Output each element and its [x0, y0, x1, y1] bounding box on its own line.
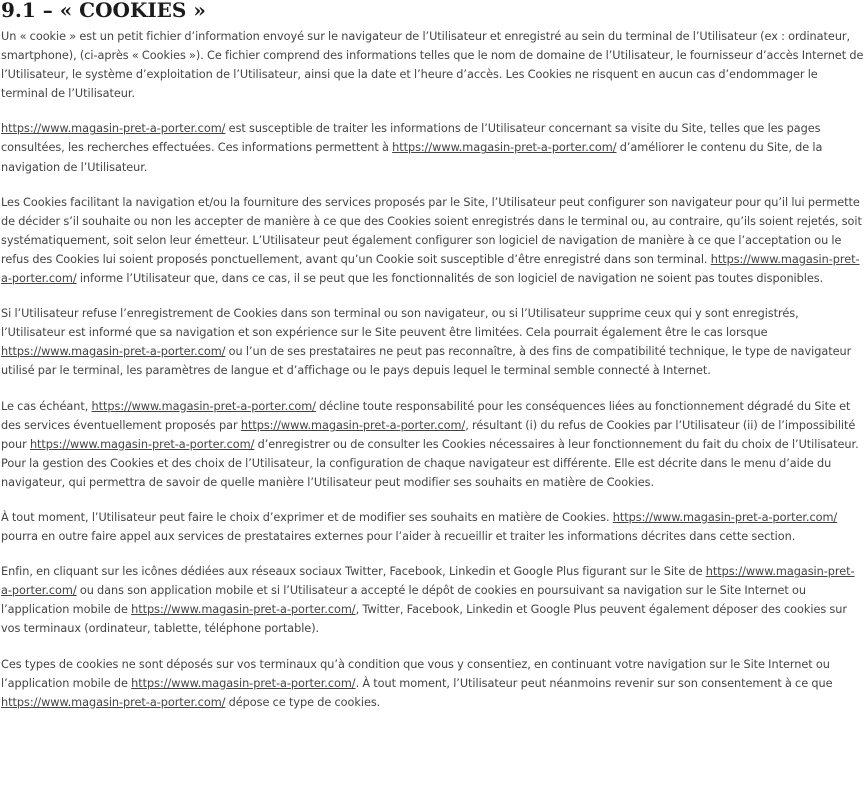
- paragraph-text: dépose ce type de cookies.: [225, 695, 381, 709]
- paragraph-text: Le cas échéant,: [1, 399, 92, 413]
- section-body: [1, 27, 865, 712]
- paragraph: [1, 508, 865, 546]
- paragraph: [1, 397, 865, 492]
- paragraph-text: , résultant (i) du refus de Cookies par l’Utilisateur (ii) de l’impossibilité pour: [1, 418, 856, 451]
- paragraph-text: ou dans son application mobile et si l’Utilisateur a accepté le dépôt de cookies en poursuivant sa navigation sur le Site Internet ou l’application mobile de: [1, 584, 807, 617]
- site-link[interactable]: https://www.magasin-pret-a-porter.com/: [392, 141, 617, 155]
- site-link[interactable]: https://www.magasin-pret-a-porter.com/: [1, 565, 855, 598]
- paragraph: [1, 562, 865, 638]
- site-link[interactable]: https://www.magasin-pret-a-porter.com/: [1, 695, 226, 709]
- paragraph-text: informe l’Utilisateur que, dans ce cas, il se peut que les fonctionnalités de son logiciel de navigation ne soient pas toutes disponibles.: [76, 272, 824, 286]
- site-link[interactable]: https://www.magasin-pret-a-porter.com/: [1, 122, 226, 136]
- paragraph: [1, 193, 865, 288]
- paragraph-text: d’enregistrer ou de consulter les Cookies nécessaires à leur fonctionnement du fait du choix de l’Utilisateur. Pour la gestion des Cookies et des choix de l’Utilisateur, la configuration de chaque navigateur est différente. Elle est décrite dans le menu d’aide du navigateur, qui permettra de savoir de quelle manière l’Utilisateur peut modifier ses souhaits en matière de Cookies.: [1, 437, 859, 489]
- site-link[interactable]: https://www.magasin-pret-a-porter.com/: [240, 418, 466, 432]
- site-link[interactable]: https://www.magasin-pret-a-porter.com/: [29, 437, 255, 451]
- site-link[interactable]: https://www.magasin-pret-a-porter.com/: [131, 603, 356, 617]
- paragraph-text: , Twitter, Facebook, Linkedin et Google Plus peuvent également déposer des cookies sur vos terminaux (ordinateur, tablette, téléphone portable).: [1, 603, 847, 636]
- paragraph: [1, 119, 865, 176]
- paragraph-text: est susceptible de traiter les informations de l’Utilisateur concernant sa visite du Site, telles que les pages consultées, les recherches effectuées. Ces informations permettent à: [1, 122, 821, 155]
- paragraph: [1, 27, 865, 103]
- paragraph-text: Un « cookie » est un petit fichier d’information envoyé sur le navigateur de l’Utilisateur et enregistré au sein du terminal de l’Utilisateur (ex : ordinateur, smartphone), (ci-après « Cookies »). Ce fichier comprend des informations telles que le nom de domaine de l’Utilisateur, le fournisseur d’accès Internet de l’Utilisateur, le système d’exploitation de l’Utilisateur, ainsi que la date et l’heure d’accès. Les Cookies ne risquent en aucun cas d’endommager le terminal de l’Utilisateur.: [1, 30, 864, 101]
- paragraph-text: décline toute responsabilité pour les conséquences liées au fonctionnement dégradé du Site et des services éventuellement proposés par: [1, 399, 851, 432]
- paragraph-text: Les Cookies facilitant la navigation et/ou la fourniture des services proposés par le Site, l’Utilisateur peut configurer son navigateur pour qu’il lui permette de décider s’il souhaite ou non les accepter de manière à ce que des Cookies soient enregistrés dans le terminal ou, au contraire, qu’ils soient rejetés, soit systématiquement, soit selon leur émetteur. L’Utilisateur peut également configurer son logiciel de navigation de manière à ce que l’acceptation ou le refus des Cookies lui soient proposés ponctuellement, avant qu’un Cookie soit susceptible d’être enregistré dans son terminal.: [1, 195, 862, 266]
- site-link[interactable]: https://www.magasin-pret-a-porter.com/: [612, 510, 838, 524]
- paragraph-text: ou l’un de ses prestataires ne peut pas reconnaître, à des fins de compatibilité technique, le type de navigateur utilisé par le terminal, les paramètres de langue et d’affichage ou le pays depuis lequel le terminal semble connecté à Internet.: [1, 345, 852, 378]
- paragraph: [1, 655, 865, 712]
- paragraph-text: Ces types de cookies ne sont déposés sur vos terminaux qu’à condition que vous y consentiez, en continuant votre navigation sur le Site Internet ou l’application mobile de: [1, 657, 830, 690]
- document: [1, 0, 865, 728]
- site-link[interactable]: https://www.magasin-pret-a-porter.com/: [131, 676, 356, 690]
- paragraph-text: À tout moment, l’Utilisateur peut faire le choix d’exprimer et de modifier ses souhaits en matière de Cookies.: [1, 510, 613, 524]
- paragraph-text: Si l’Utilisateur refuse l’enregistrement de Cookies dans son terminal ou son navigateur, ou si l’Utilisateur supprime ceux qui y sont enregistrés, l’Utilisateur est informé que sa navigation et son expérience sur le Site peuvent être limitées. Cela pourrait également être le cas lorsque: [1, 307, 799, 340]
- paragraph-text: d’améliorer le contenu du Site, de la navigation de l’Utilisateur.: [1, 141, 823, 174]
- site-link[interactable]: https://www.magasin-pret-a-porter.com/: [1, 252, 860, 286]
- site-link[interactable]: https://www.magasin-pret-a-porter.com/: [91, 399, 316, 413]
- section-title: 9.1 – « COOKIES »: [1, 0, 206, 22]
- paragraph-text: . À tout moment, l’Utilisateur peut néanmoins revenir sur son consentement à ce que: [355, 676, 833, 690]
- paragraph-text: pourra en outre faire appel aux services de prestataires externes pour l’aider à recueillir et traiter les informations décrites dans cette section.: [1, 530, 796, 544]
- site-link[interactable]: https://www.magasin-pret-a-porter.com/: [1, 345, 226, 359]
- paragraph-text: Enfin, en cliquant sur les icônes dédiées aux réseaux sociaux Twitter, Facebook, Linkedin et Google Plus figurant sur le Site de: [1, 565, 706, 579]
- paragraph: [1, 304, 865, 380]
